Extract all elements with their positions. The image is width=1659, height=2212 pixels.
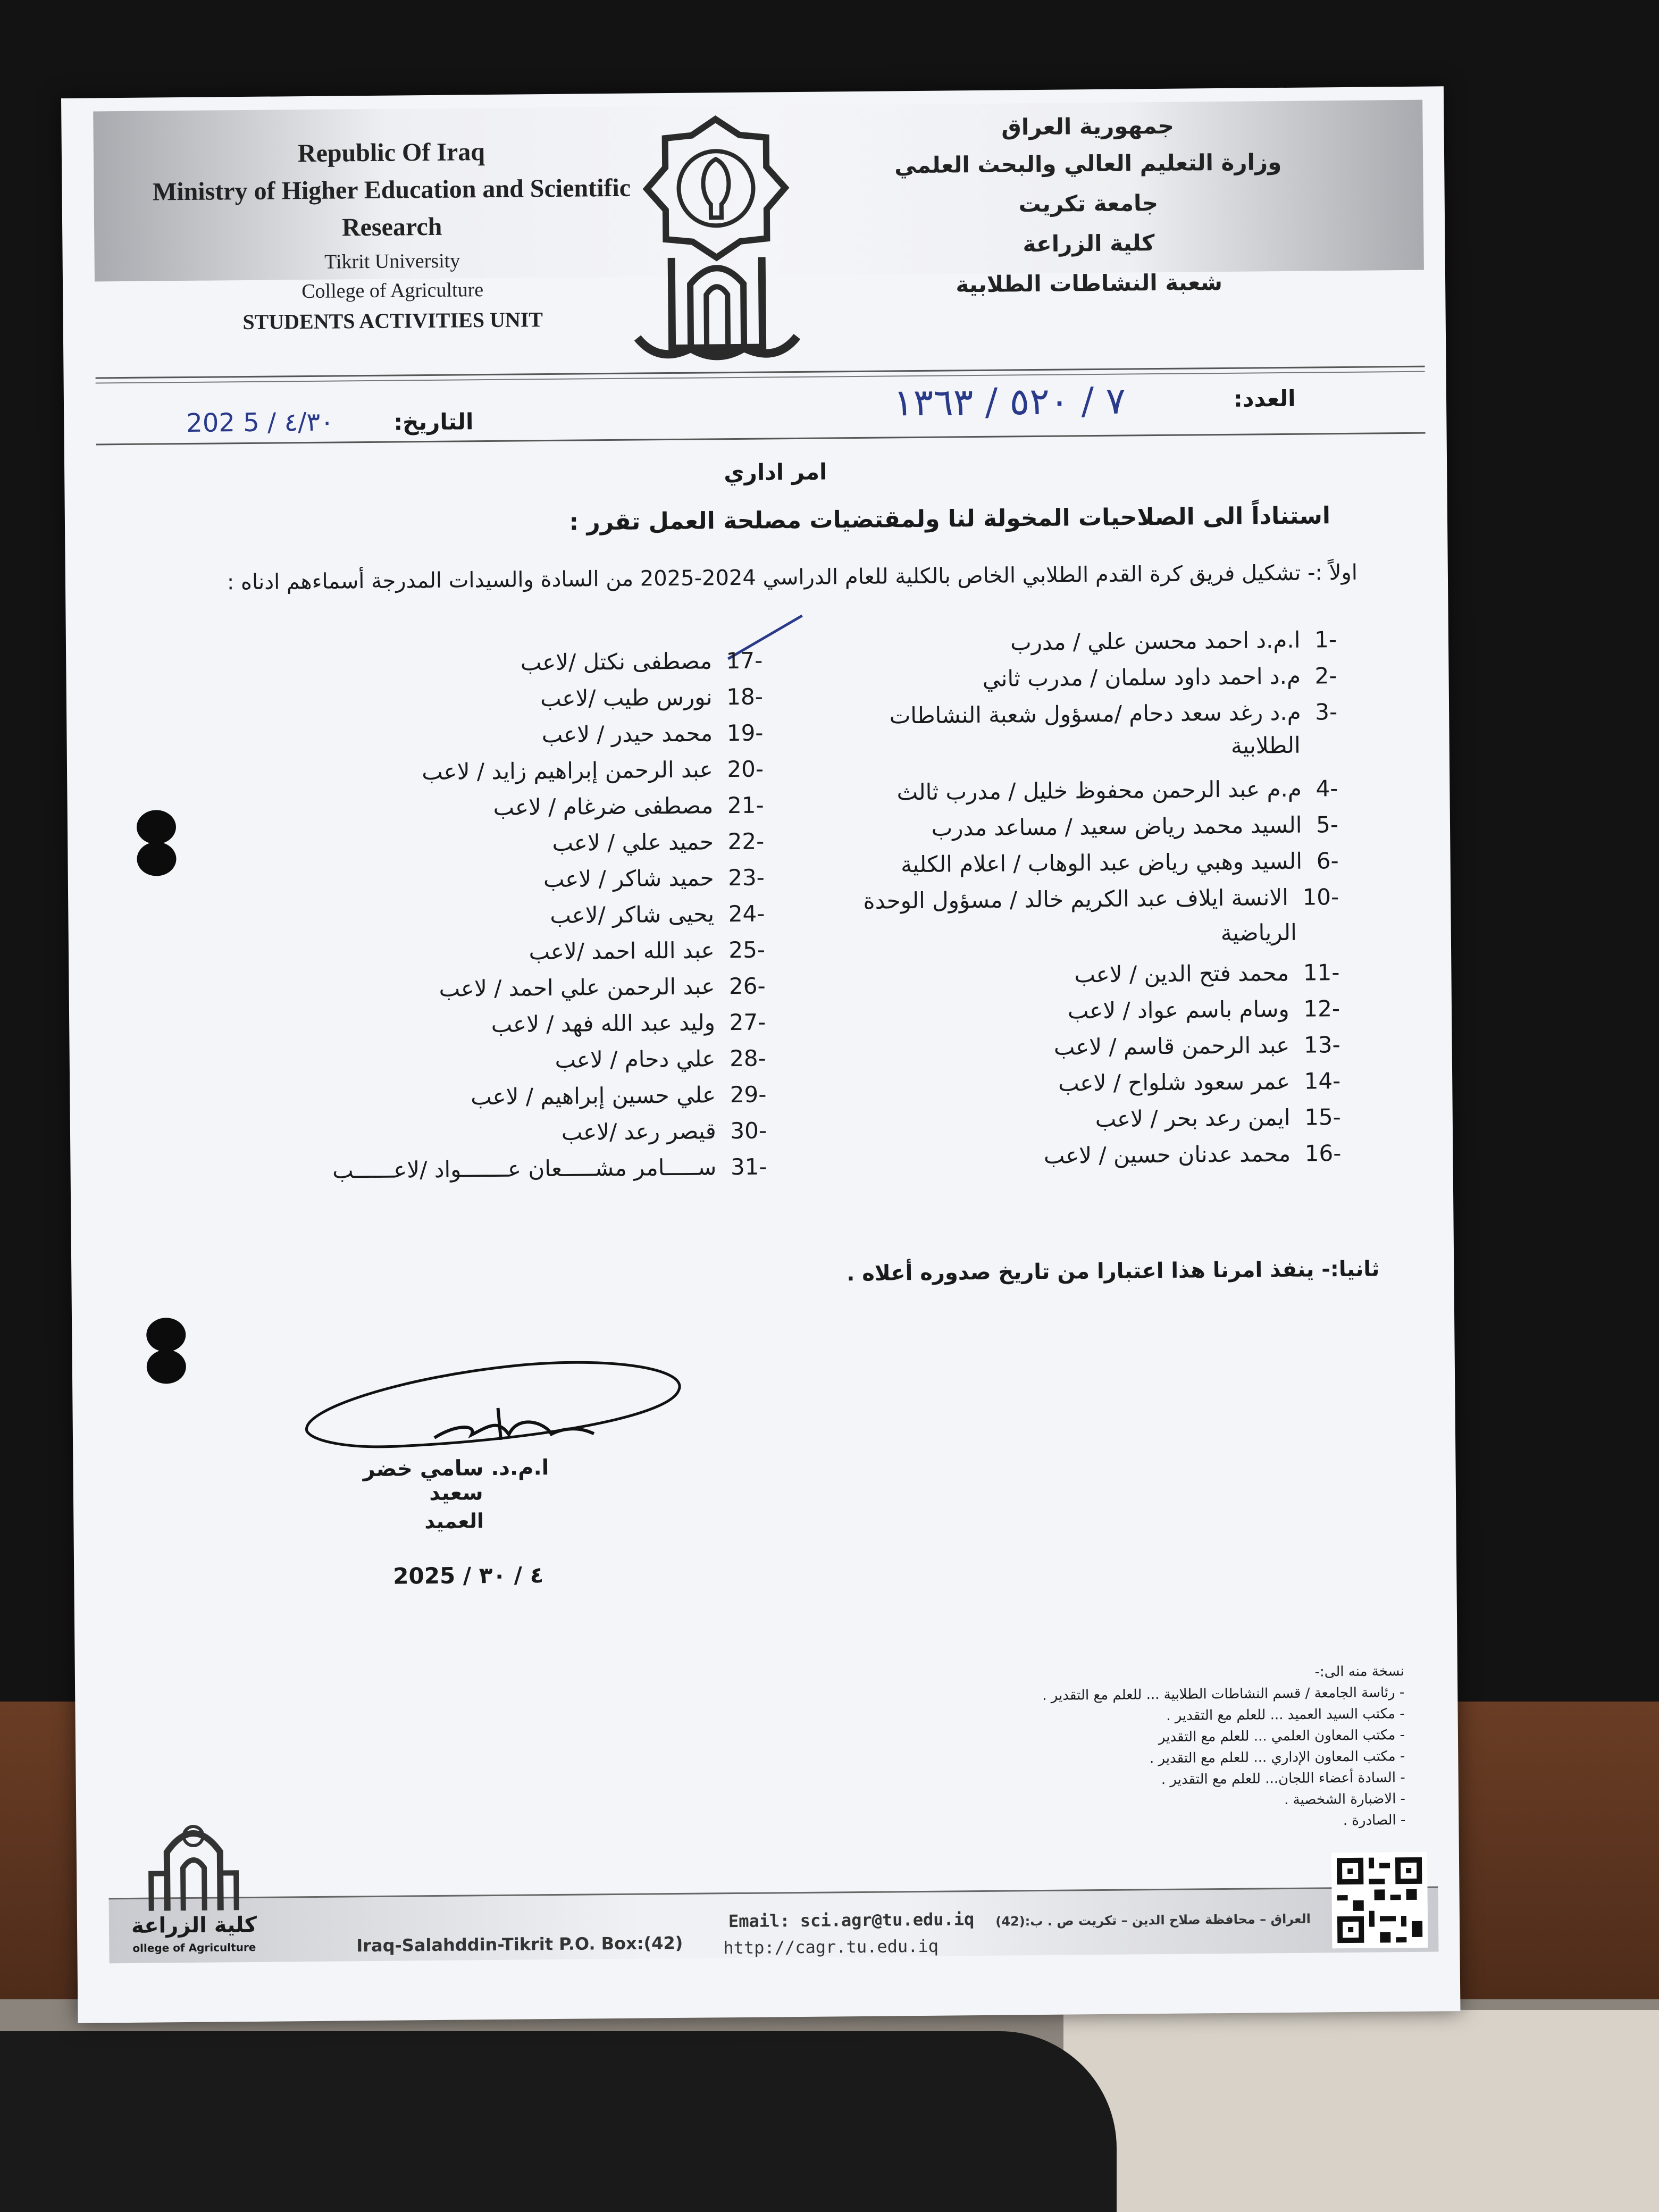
punch-hole bbox=[147, 1350, 187, 1384]
list-item: -22 حميد علي / لاعب bbox=[552, 828, 765, 856]
copies-item: - رئاسة الجامعة / قسم النشاطات الطلابية ... للعلم مع التقدير . bbox=[1042, 1685, 1405, 1704]
list-item: -2 م.د احمد داود سلمان / مدرب ثاني bbox=[982, 663, 1337, 692]
document-page bbox=[61, 86, 1460, 2023]
list-item: -27 وليد عبد الله فهد / لاعب bbox=[491, 1009, 766, 1038]
reference-number-value: ٧ / ٥٢٠ / ١٣٦٣ bbox=[893, 379, 1126, 425]
header-ar-line4: كلية الزراعة bbox=[1023, 230, 1155, 257]
list-item: -13 عبد الرحمن قاسم / لاعب bbox=[1053, 1032, 1340, 1060]
list-item: -26 عبد الرحمن علي احمد / لاعب bbox=[439, 973, 766, 1002]
intro-text: استناداً الى الصلاحيات المخولة لنا ولمقتضيات مصلحة العمل تقرر : bbox=[569, 502, 1331, 536]
copies-item: - الصادرة . bbox=[1343, 1812, 1406, 1829]
list-item: -11 محمد فتح الدين / لاعب bbox=[1074, 959, 1340, 988]
floor-tiles bbox=[1063, 2010, 1659, 2212]
foreground-shadow bbox=[0, 2031, 1117, 2212]
copies-item: - مكتب المعاون العلمي ... للعلم مع التقدير bbox=[1158, 1727, 1405, 1746]
list-item: -17 مصطفى نكتل /لاعب bbox=[520, 647, 763, 676]
list-item: -15 ايمن رعد بحر / لاعب bbox=[1095, 1104, 1342, 1133]
reference-date-value: 202 5 / ٤/٣٠ bbox=[186, 407, 334, 438]
list-item: -1 ا.م.د احمد محسن علي / مدرب bbox=[1010, 626, 1337, 656]
reference-date-label: التاريخ: bbox=[393, 408, 474, 435]
header-en-line2: Ministry of Higher Education and Scientific bbox=[152, 173, 631, 206]
list-item: -30 قيصر رعد /لاعب bbox=[561, 1117, 767, 1145]
list-item: -31 ســـــامر مشـــــعان عـــــــواد /لاعــــــب bbox=[332, 1153, 767, 1184]
footer-address-ar: العراق – محافظة صلاح الدين – تكريت ص . ب:(42) bbox=[995, 1911, 1311, 1929]
copies-item: - السادة أعضاء اللجان... للعلم مع التقدير . bbox=[1161, 1770, 1405, 1788]
list-item: -21 مصطفى ضرغام / لاعب bbox=[493, 792, 764, 820]
list-item: -3 م.د رغد سعد دحام /مسؤول شعبة النشاطات bbox=[889, 699, 1338, 729]
copies-item: - مكتب المعاون الإداري ... للعلم مع التقدير . bbox=[1149, 1748, 1405, 1767]
list-item: -16 محمد عدنان حسين / لاعب bbox=[1043, 1140, 1342, 1169]
reference-number-label: العدد: bbox=[1233, 385, 1296, 412]
tikrit-university-logo-icon bbox=[625, 113, 808, 370]
list-item: -18 نورس طيب /لاعب bbox=[540, 683, 764, 712]
list-item-continuation: الرياضية bbox=[1220, 919, 1297, 946]
footer-address-en: Iraq-Salahddin-Tikrit P.O. Box:(42) bbox=[356, 1932, 683, 1956]
footer-email: Email: sci.agr@tu.edu.iq bbox=[728, 1909, 975, 1932]
punch-hole bbox=[146, 1318, 186, 1352]
signer-title: العميد bbox=[424, 1509, 484, 1534]
header-en-line5: College of Agriculture bbox=[301, 279, 484, 303]
college-logo-icon bbox=[129, 1809, 258, 1959]
handwritten-signature bbox=[295, 1332, 700, 1465]
copies-heading: نسخة منه الى:- bbox=[1314, 1663, 1405, 1680]
header-ar-line2: وزارة التعليم العالي والبحث العلمي bbox=[894, 148, 1282, 179]
list-item: -23 حميد شاكر / لاعب bbox=[543, 864, 765, 893]
header-en-line3: Research bbox=[341, 212, 442, 242]
signer-name: ا.م.د. سامي خضر سعيد bbox=[363, 1455, 549, 1506]
college-logo-text: كلية الزراعة bbox=[131, 1912, 257, 1938]
list-item-continuation: الطلابية bbox=[1230, 732, 1301, 759]
header-ar-line1: جمهورية العراق bbox=[1001, 112, 1174, 140]
second-clause: ثانيا:- ينفذ امرنا هذا اعتبارا من تاريخ صدوره أعلاه . bbox=[847, 1256, 1380, 1286]
header-en-line4: Tikrit University bbox=[324, 249, 460, 273]
college-logo-subtext: ollege of Agriculture bbox=[132, 1940, 256, 1955]
qr-code-icon bbox=[1331, 1852, 1428, 1949]
copies-item: - مكتب السيد العميد ... للعلم مع التقدير . bbox=[1166, 1706, 1405, 1724]
first-clause: اولاً :- تشكيل فريق كرة القدم الطلابي الخاص بالكلية للعام الدراسي 2024-2025 من السادة والسيدات المدرجة أسماءهم ادناه : bbox=[227, 560, 1358, 595]
punch-hole bbox=[137, 842, 177, 876]
order-title: امر اداري bbox=[723, 458, 827, 486]
signature-date: 2025 / ٤ / ٣٠ bbox=[393, 1562, 544, 1589]
list-item: -6 السيد وهبي رياض عبد الوهاب / اعلام الكلية bbox=[900, 848, 1339, 878]
list-item: -5 السيد محمد رياض سعيد / مساعد مدرب bbox=[931, 811, 1339, 841]
list-item: -28 علي دحام / لاعب bbox=[555, 1045, 767, 1073]
list-item: -19 محمد حيدر / لاعب bbox=[541, 719, 764, 748]
header-ar-line3: جامعة تكريت bbox=[1018, 190, 1159, 217]
punch-hole bbox=[137, 810, 177, 844]
list-item: -4 م.م عبد الرحمن محفوظ خليل / مدرب ثالث bbox=[896, 775, 1338, 806]
list-item: -29 علي حسين إبراهيم / لاعب bbox=[471, 1081, 767, 1110]
footer-website: http://cagr.tu.edu.iq bbox=[723, 1936, 939, 1958]
header-en-line1: Republic Of Iraq bbox=[297, 138, 485, 168]
list-item: -20 عبد الرحمن إبراهيم زايد / لاعب bbox=[422, 756, 764, 785]
header-en-line6: STUDENTS ACTIVITIES UNIT bbox=[242, 307, 543, 334]
list-item: -14 عمر سعود شلواح / لاعب bbox=[1058, 1068, 1341, 1096]
copies-item: - الاضبارة الشخصية . bbox=[1284, 1791, 1406, 1808]
list-item: -24 يحيى شاكر /لاعب bbox=[550, 900, 765, 929]
list-item: -12 وسام باسم عواد / لاعب bbox=[1067, 995, 1340, 1024]
list-item: -10 الانسة ايلاف عبد الكريم خالد / مسؤول الوحدة bbox=[863, 884, 1339, 914]
list-item: -25 عبد الله احمد /لاعب bbox=[529, 936, 766, 965]
header-ar-line5: شعبة النشاطات الطلابية bbox=[956, 269, 1223, 298]
